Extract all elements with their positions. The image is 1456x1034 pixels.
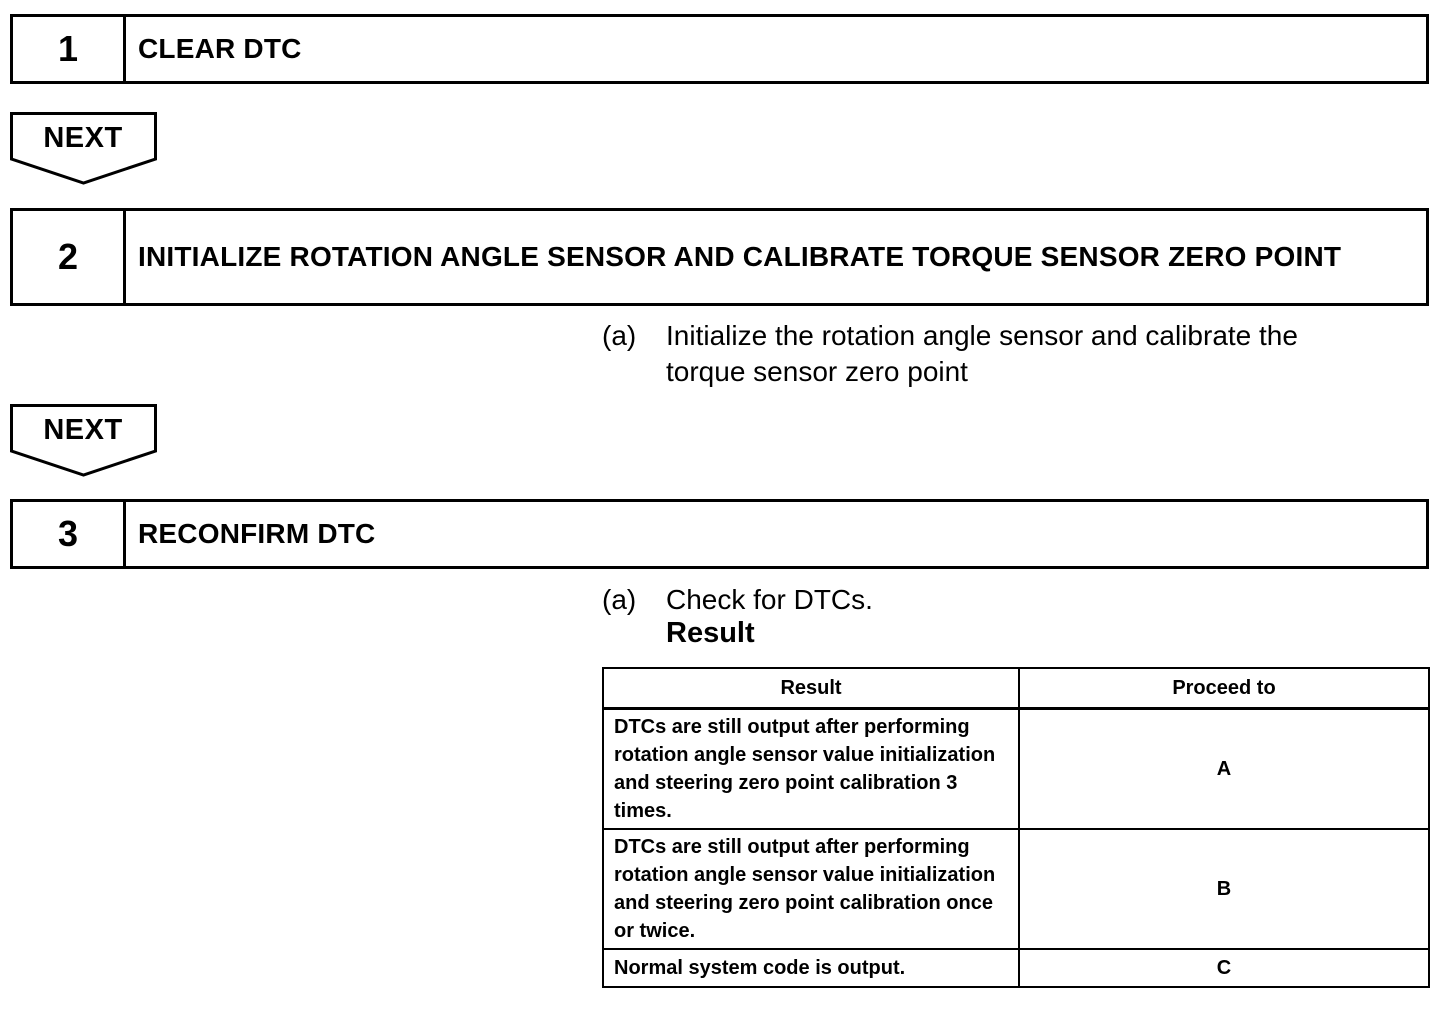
result-table (602, 667, 1430, 988)
step-title: INITIALIZE ROTATION ANGLE SENSOR AND CALIBRATE TORQUE SENSOR ZERO POINT (138, 241, 1342, 272)
next-label: NEXT (43, 414, 123, 446)
step-number: 2 (13, 211, 126, 303)
step-title: RECONFIRM DTC (138, 518, 376, 549)
step-2-header (10, 208, 1429, 306)
next-arrow-2 (10, 404, 158, 478)
step-title: CLEAR DTC (138, 33, 302, 64)
result-condition: DTCs are still output after performing rotation angle sensor value initialization and steering zero point calibration 3 times. (603, 709, 1019, 830)
table-row (603, 829, 1429, 949)
step-1-header (10, 14, 1429, 84)
step-3-header (10, 499, 1429, 569)
table-row (603, 949, 1429, 987)
step-3-substep (602, 582, 1366, 618)
column-header-result: Result (603, 668, 1019, 709)
result-condition: DTCs are still output after performing rotation angle sensor value initialization and steering zero point calibration once or twice. (603, 829, 1019, 949)
substep-marker: (a) (602, 584, 637, 615)
proceed-to-value: C (1019, 949, 1429, 987)
result-heading: Result (666, 617, 755, 649)
table-row (603, 709, 1429, 830)
substep-text: Check for DTCs. (666, 584, 873, 615)
table-header-row (603, 668, 1429, 709)
result-condition: Normal system code is output. (603, 949, 1019, 987)
next-arrow-1 (10, 112, 158, 186)
proceed-to-value: B (1019, 829, 1429, 949)
substep-text: Initialize the rotation angle sensor and calibrate the torque sensor zero point (666, 320, 1298, 387)
step-number: 3 (13, 502, 126, 566)
next-label: NEXT (43, 122, 123, 154)
column-header-proceed: Proceed to (1019, 668, 1429, 709)
step-2-substep (602, 318, 1366, 390)
step-number: 1 (13, 17, 126, 81)
proceed-to-value: A (1019, 709, 1429, 830)
substep-marker: (a) (602, 320, 637, 351)
